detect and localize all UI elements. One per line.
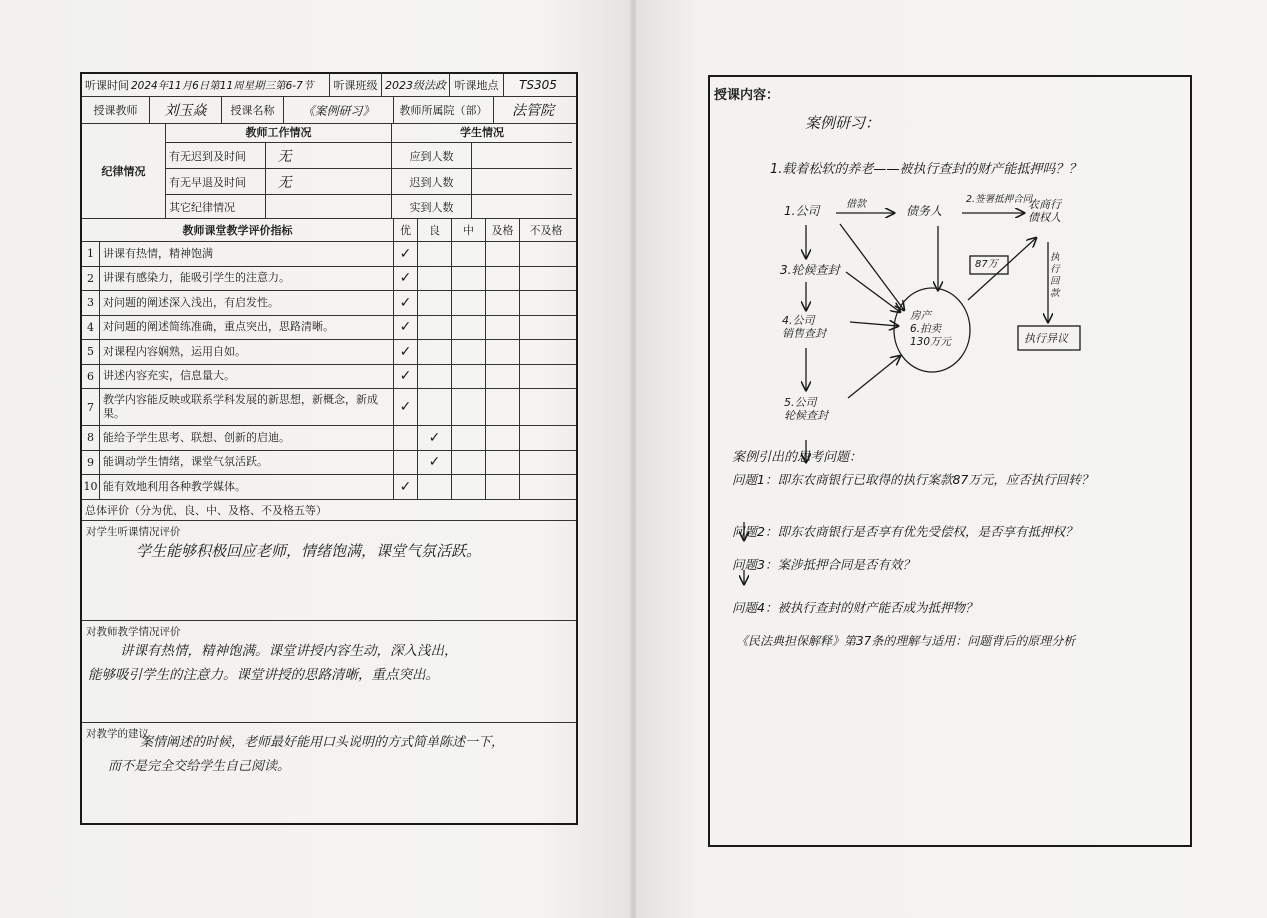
arrow-1-center xyxy=(840,224,904,310)
criteria-num: 3 xyxy=(82,291,100,315)
criteria-title: 教师课堂教学评价指标 xyxy=(82,219,394,241)
question: 问题3：案涉抵押合同是否有效？ xyxy=(732,557,915,572)
time-label: 听课时间 xyxy=(85,79,129,92)
node-4: 4.公司 销售查封 xyxy=(782,314,826,340)
discipline-label: 纪律情况 xyxy=(82,124,166,218)
node-bank: 农商行 债权人 xyxy=(1028,198,1061,224)
edge-loan: 借款 xyxy=(846,199,866,210)
check-mark: ✓ xyxy=(399,270,412,287)
teacher-eval-label: 对教师教学情况评价 xyxy=(86,625,181,638)
node-vertical: 执行回款 xyxy=(1050,252,1060,299)
teacher-eval-line: 讲课有热情，精神饱满。课堂讲授内容生动，深入浅出， xyxy=(120,642,458,659)
place-value: TS305 xyxy=(519,78,557,92)
check-mark: ✓ xyxy=(399,478,412,495)
dept-value: 法管院 xyxy=(512,103,554,119)
question: 问题2：即东农商银行是否享有优先受偿权，是否享有抵押权？ xyxy=(732,524,1078,539)
check-mark: ✓ xyxy=(399,399,412,415)
discipline-item: 有无早退及时间 xyxy=(166,169,266,194)
notes-heading: 案例研习： xyxy=(805,114,881,132)
criteria-num: 4 xyxy=(82,316,100,340)
grade-header: 及格 xyxy=(486,219,520,241)
criteria-num: 1 xyxy=(82,242,100,266)
criteria-text: 对问题的阐述深入浅出，有启发性。 xyxy=(100,291,394,315)
grade-header: 良 xyxy=(418,219,452,241)
time-value: 2024年11月6日第11周星期三第6-7节 xyxy=(131,79,314,92)
suggestion-line: 案情阐述的时候，老师最好能用口头说明的方式简单陈述一下， xyxy=(140,734,505,750)
criteria-num: 5 xyxy=(82,340,100,364)
student-item: 迟到人数 xyxy=(392,169,472,194)
criteria-text: 对课程内容娴熟，运用自如。 xyxy=(100,340,394,364)
suggestion-label: 对教学的建议 xyxy=(86,727,149,740)
question: 问题4：被执行查封的财产能否成为抵押物？ xyxy=(732,600,978,615)
arrow-5-center xyxy=(848,356,900,398)
case-title: 1.载着松软的养老——被执行查封的财产能抵押吗？？ xyxy=(770,162,1082,177)
criteria-text: 对问题的阐述简练准确，重点突出，思路清晰。 xyxy=(100,316,394,340)
criteria-num: 8 xyxy=(82,426,100,450)
criteria-text: 讲课有热情，精神饱满 xyxy=(100,242,394,266)
discipline-value: 无 xyxy=(277,174,292,191)
criteria-text: 能有效地利用各种教学媒体。 xyxy=(100,475,394,499)
class-value: 2023级法政 xyxy=(382,74,450,96)
student-eval-text: 学生能够积极回应老师，情绪饱满，课堂气氛活跃。 xyxy=(136,541,482,560)
teacher-label: 授课教师 xyxy=(82,97,150,123)
check-mark: ✓ xyxy=(399,343,412,360)
course-label: 授课名称 xyxy=(222,97,284,123)
check-mark: ✓ xyxy=(399,294,412,311)
criteria-num: 2 xyxy=(82,267,100,291)
grade-header: 中 xyxy=(452,219,486,241)
student-eval-label: 对学生听课情况评价 xyxy=(86,525,181,538)
check-mark: ✓ xyxy=(428,429,441,446)
dept-label: 教师所属院（部） xyxy=(394,97,494,123)
class-label: 听课班级 xyxy=(330,74,382,96)
discipline-item: 其它纪律情况 xyxy=(166,195,266,219)
student-item: 应到人数 xyxy=(392,143,472,168)
criteria-text: 讲述内容充实，信息量大。 xyxy=(100,365,394,389)
overall-label: 总体评价（分为优、良、中、及格、不及格五等） xyxy=(85,503,327,517)
node-3: 3.轮候查封 xyxy=(780,263,840,277)
question: 《民法典担保解释》第37条的理解与适用：问题背后的原理分析 xyxy=(736,634,1076,648)
arrow-4-center xyxy=(850,322,898,326)
criteria-text: 能调动学生情绪，课堂气氛活跃。 xyxy=(100,451,394,475)
criteria-num: 9 xyxy=(82,451,100,475)
question: 问题1：即东农商银行已取得的执行案款87万元，应否执行回转？ xyxy=(732,472,1094,487)
criteria-text: 教学内容能反映或联系学科发展的新思想，新概念，新成果。 xyxy=(100,389,394,425)
node-exec: 执行异议 xyxy=(1024,332,1068,345)
grade-header: 不及格 xyxy=(529,224,563,237)
check-mark: ✓ xyxy=(428,454,441,471)
check-mark: ✓ xyxy=(399,319,412,336)
student-item: 实到人数 xyxy=(392,195,472,219)
discipline-item: 有无迟到及时间 xyxy=(166,143,266,168)
criteria-text: 能给予学生思考、联想、创新的启迪。 xyxy=(100,426,394,450)
suggestion-line: 而不是完全交给学生自己阅读。 xyxy=(108,758,291,774)
edge-mortgage: 2.签署抵押合同 xyxy=(966,194,1033,205)
questions-heading: 案例引出的思考问题： xyxy=(732,450,863,465)
course-value: 《案例研习》 xyxy=(284,97,394,123)
node-creditor: 债务人 xyxy=(906,204,943,218)
node-5: 5.公司 轮候查封 xyxy=(784,396,828,422)
criteria-num: 7 xyxy=(82,389,100,425)
content-title: 授课内容： xyxy=(714,88,780,103)
teacher-value: 刘玉焱 xyxy=(150,97,222,123)
check-mark: ✓ xyxy=(399,245,412,262)
criteria-num: 6 xyxy=(82,365,100,389)
place-label: 听课地点 xyxy=(450,74,504,96)
criteria-num: 10 xyxy=(82,475,100,499)
node-center: 房产 6.拍卖 130万元 xyxy=(910,310,952,348)
criteria-text: 讲课有感染力，能吸引学生的注意力。 xyxy=(100,267,394,291)
discipline-value: 无 xyxy=(277,148,292,165)
teacher-work-header: 教师工作情况 xyxy=(166,124,391,143)
arrow-3-center xyxy=(846,272,900,312)
check-mark: ✓ xyxy=(399,368,412,385)
student-header: 学生情况 xyxy=(392,124,572,143)
node-company: 1.公司 xyxy=(784,204,820,218)
grade-header: 优 xyxy=(394,219,418,241)
node-amount: 87万 xyxy=(975,259,998,270)
teacher-eval-line: 能够吸引学生的注意力。课堂讲授的思路清晰，重点突出。 xyxy=(88,666,439,683)
